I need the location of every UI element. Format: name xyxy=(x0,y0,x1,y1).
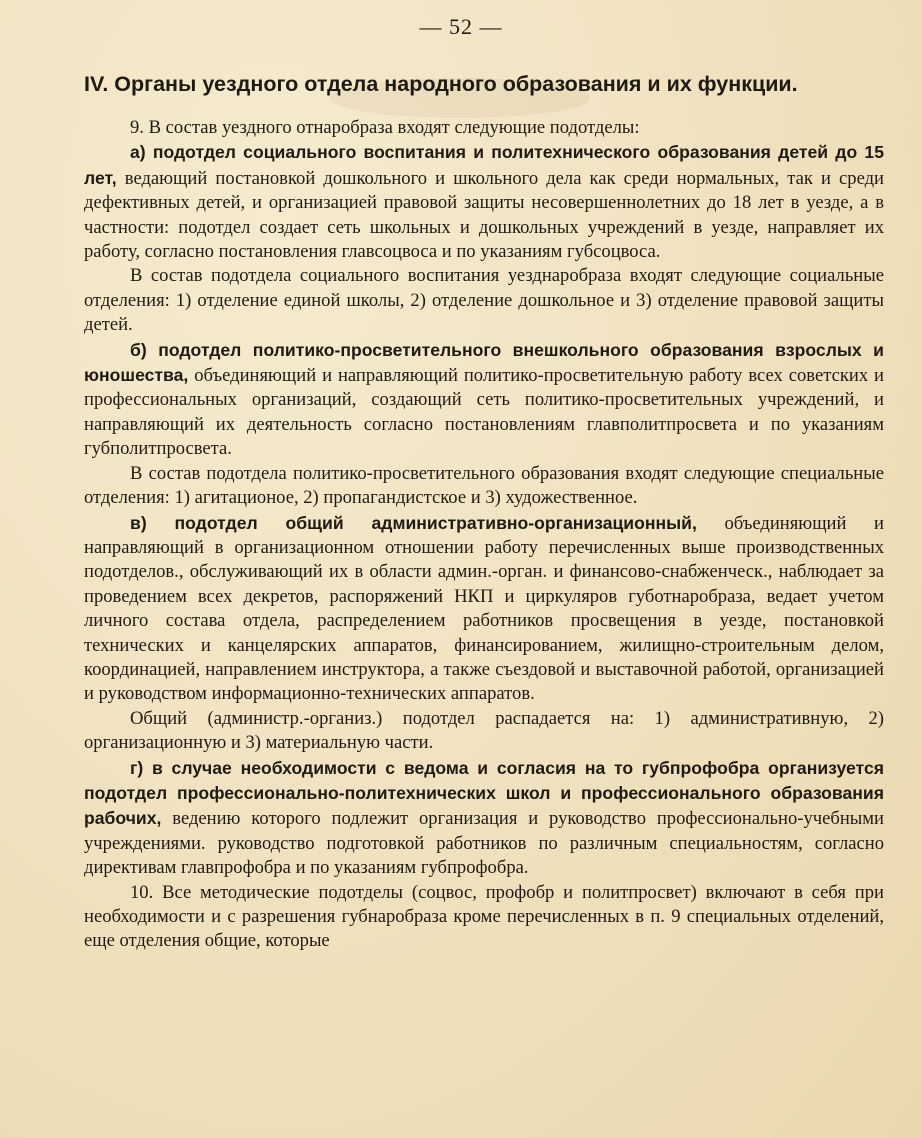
paragraph-10: 10. Все методические подотделы (соцвос, профобр и политпросвет) включают в себя при необходимости и с разрешения губнаробраза кроме перечисленных в п. 9 специальных отделений, еще отделения общие, которые xyxy=(84,881,884,952)
paragraph-v-title: в) подотдел общий административно-организационный, xyxy=(130,512,697,533)
paragraph-general-parts: Общий (администр.-организ.) подотдел распадается на: 1) административную, 2) организационную и 3) материальную части. xyxy=(84,707,884,754)
section-heading: IV. Органы уездного отдела народного образования и их функции. xyxy=(84,72,798,96)
page-number: — 52 — xyxy=(419,14,503,39)
paragraph-b-title: б) подотдел политико-просветительного внешкольного образования взрослых и юношества, xyxy=(84,339,884,386)
paragraph-politprosvet-departments: В состав подотдела политико-просветительного образования входят следующие специальные отделения: 1) агитационое, 2) пропагандистское и 3) художественное. xyxy=(84,462,884,509)
paragraph-g-title: г) в случае необходимости с ведома и согласия на то губпрофобра организуется подотдел профессионально-политехнических школ и профессионального образования рабочих, xyxy=(84,757,884,829)
document-body xyxy=(84,116,884,954)
paragraph-b xyxy=(84,338,884,462)
paragraph-b-text: объединяющий и направляющий политико-просветительную работу всех советских и профессиональных организаций, создающий сеть политико-просветительных учреждений, и направляющий их деятельность согласно постановлениям главполитпросвета и по указаниям губполитпросвета. xyxy=(84,365,884,460)
paragraph-g-text: ведению которого подлежит организация и руководство профессионально-учебными учреждениями. руководство подготовкой работников по различным специальностям, согласно директивам главпрофобра и по указаниям губпрофобра. xyxy=(84,808,884,879)
paragraph-g xyxy=(84,756,884,881)
paragraph-socvos-departments: В состав подотдела социального воспитания уезднаробраза входят следующие социальные отделения: 1) отделение единой школы, 2) отделение дошкольное и 3) отделение правовой защиты детей. xyxy=(84,265,884,336)
paragraph-a xyxy=(84,140,884,264)
paragraph-v xyxy=(84,511,884,707)
paragraph-a-title: а) подотдел социального воспитания и политехнического образования детей до 15 лет, xyxy=(84,142,884,188)
paragraph-v-text: объединяющий и направляющий в организационном отношении работу перечисленных выше производственных подотделов., обслуживающий их в области админ.-орган. и финансово-снабженческ., наблюдает за проведением всех декретов, распоряжений НКП и циркуляров губотнаробраза, ведает учетом личного состава отдела, распределением работников просвещения в уезде, постановкой технических и канцелярских аппаратов, финансированием, жилищно-строительным делом, координацией, направлением инструктора, а также съездовой и выставочной работой, организацией и руководством информационно-технических аппаратов. xyxy=(84,512,884,705)
paragraph-a-text: ведающий постановкой дошкольного и школьного дела как среди нормальных, так и среди дефективных детей, и организацией правовой защиты несовершеннолетних до 18 лет в уезде, а в частности: подотдел создает сеть школьных и дошкольных учреждений в уезде, направляет их работу, согласно постановления главсоцвоса и по указаниям губсоцвоса. xyxy=(84,167,884,263)
paragraph-9-intro: 9. В состав уездного отнаробраза входят следующие подотделы: xyxy=(130,117,640,138)
